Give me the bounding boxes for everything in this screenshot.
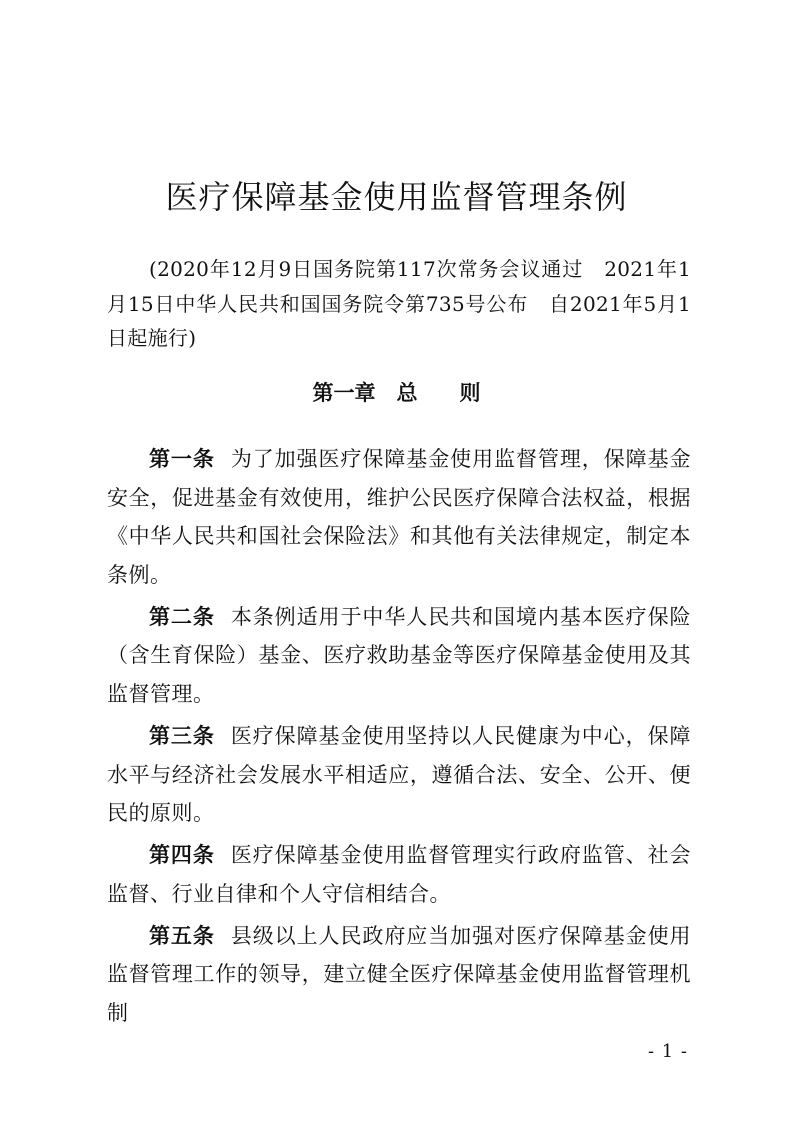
articles-list bbox=[107, 440, 691, 1036]
adoption-note: (2020年12月9日国务院第117次常务会议通过 2021年1月15日中华人民共和国国务院令第735号公布 自2021年5月1日起施行) bbox=[107, 257, 691, 350]
article-5 bbox=[107, 917, 691, 1033]
article-number: 第一条 bbox=[149, 447, 215, 471]
article-text: 为了加强医疗保障基金使用监督管理，保障基金安全，促进基金有效使用，维护公民医疗保障合法权益，根据《中华人民共和国社会保险法》和其他有关法律规定，制定本条例。 bbox=[107, 447, 692, 587]
document-title: 医疗保障基金使用监督管理条例 bbox=[165, 178, 628, 216]
article-3 bbox=[107, 717, 691, 833]
page-number: - 1 - bbox=[647, 1041, 688, 1062]
article-text: 医疗保障基金使用坚持以人民健康为中心，保障水平与经济社会发展水平相适应，遵循合法、安全、公开、便民的原则。 bbox=[107, 723, 692, 826]
article-1 bbox=[107, 440, 691, 594]
chapter-title: 第一章 总 则 bbox=[312, 381, 481, 405]
article-number: 第三条 bbox=[149, 723, 215, 748]
article-text: 本条例适用于中华人民共和国境内基本医疗保险（含生育保险）基金、医疗救助基金等医疗保障基金使用及其监督管理。 bbox=[107, 604, 692, 706]
article-number: 第五条 bbox=[149, 923, 215, 948]
article-number: 第四条 bbox=[149, 843, 215, 868]
article-number: 第二条 bbox=[149, 604, 215, 629]
article-text: 医疗保障基金使用监督管理实行政府监管、社会监督、行业自律和个人守信相结合。 bbox=[107, 843, 692, 906]
article-4 bbox=[107, 836, 691, 913]
article-2 bbox=[107, 598, 691, 714]
article-text: 县级以上人民政府应当加强对医疗保障基金使用监督管理工作的领导，建立健全医疗保障基金使用监督管理机制 bbox=[107, 923, 692, 1025]
